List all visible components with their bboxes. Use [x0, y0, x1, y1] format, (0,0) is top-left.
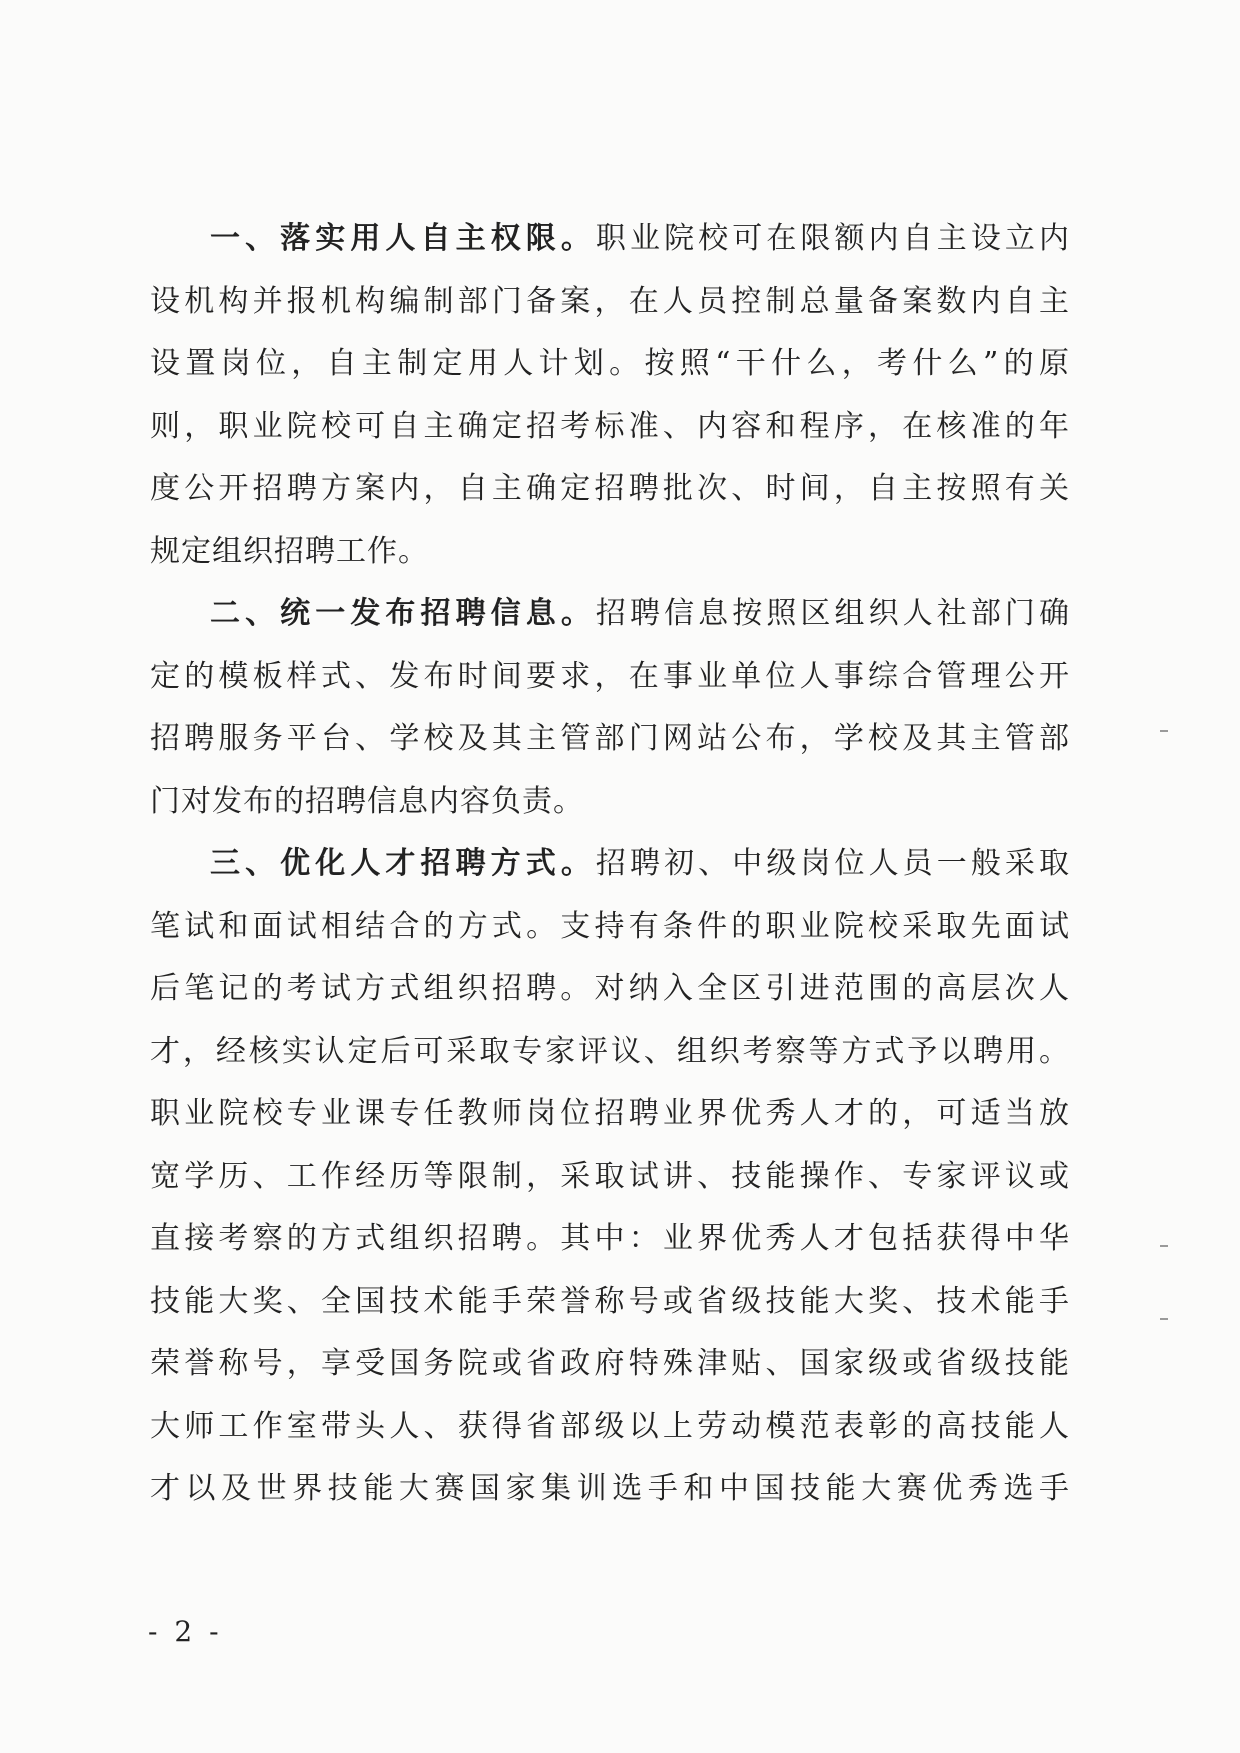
- section-3-text: 招聘初、中级岗位人员一般采取: [595, 846, 1071, 881]
- section-3-first-line: [150, 833, 1070, 896]
- text-line: 技能大奖、全国技术能手荣誉称号或省级技能大奖、技术能手: [150, 1283, 1070, 1319]
- text-line: 则，职业院校可自主确定招考标准、内容和程序，在核准的年: [150, 408, 1070, 444]
- text-line: 设置岗位，自主制定用人计划。按照“干什么，考什么”的原: [150, 346, 1070, 381]
- section-2-first-line: [150, 583, 1070, 646]
- text-line: 才，经核实认定后可采取专家评议、组织考察等方式予以聘用。: [150, 1033, 1070, 1069]
- text-line: 笔试和面试相结合的方式。支持有条件的职业院校采取先面试: [150, 908, 1070, 944]
- body-text: [150, 208, 1070, 1521]
- text-line: 定的模板样式、发布时间要求，在事业单位人事综合管理公开: [150, 658, 1070, 694]
- text-line: 招聘服务平台、学校及其主管部门网站公布，学校及其主管部: [150, 721, 1070, 756]
- section-3-heading: 三、优化人才招聘方式。: [210, 846, 596, 881]
- scan-speck: [1160, 1245, 1168, 1247]
- text-line: 后笔记的考试方式组织招聘。对纳入全区引进范围的高层次人: [150, 971, 1070, 1006]
- text-line: 职业院校专业课专任教师岗位招聘业界优秀人才的，可适当放: [150, 1096, 1070, 1131]
- text-line: 荣誉称号，享受国务院或省政府特殊津贴、国家级或省级技能: [150, 1346, 1070, 1381]
- page-number: - 2 -: [148, 1615, 223, 1648]
- section-1-text: 职业院校可在限额内自主设立内: [595, 221, 1071, 256]
- scan-speck: [1160, 730, 1168, 732]
- section-2-text: 招聘信息按照区组织人社部门确: [595, 596, 1071, 631]
- text-line: 设机构并报机构编制部门备案，在人员控制总量备案数内自主: [150, 283, 1070, 319]
- text-line: 才以及世界技能大赛国家集训选手和中国技能大赛优秀选手: [150, 1471, 1070, 1506]
- text-line: 宽学历、工作经历等限制，采取试讲、技能操作、专家评议或: [150, 1158, 1070, 1194]
- scan-speck: [1160, 1318, 1168, 1320]
- text-line: 规定组织招聘工作。: [150, 533, 429, 569]
- section-2-heading: 二、统一发布招聘信息。: [210, 596, 596, 631]
- text-line: 直接考察的方式组织招聘。其中：业界优秀人才包括获得中华: [150, 1221, 1070, 1256]
- text-line: 门对发布的招聘信息内容负责。: [150, 783, 584, 819]
- text-line: 度公开招聘方案内，自主确定招聘批次、时间，自主按照有关: [150, 471, 1070, 506]
- section-1-heading: 一、落实用人自主权限。: [210, 221, 596, 256]
- text-line: 大师工作室带头人、获得省部级以上劳动模范表彰的高技能人: [150, 1408, 1070, 1444]
- section-1-first-line: [150, 208, 1070, 271]
